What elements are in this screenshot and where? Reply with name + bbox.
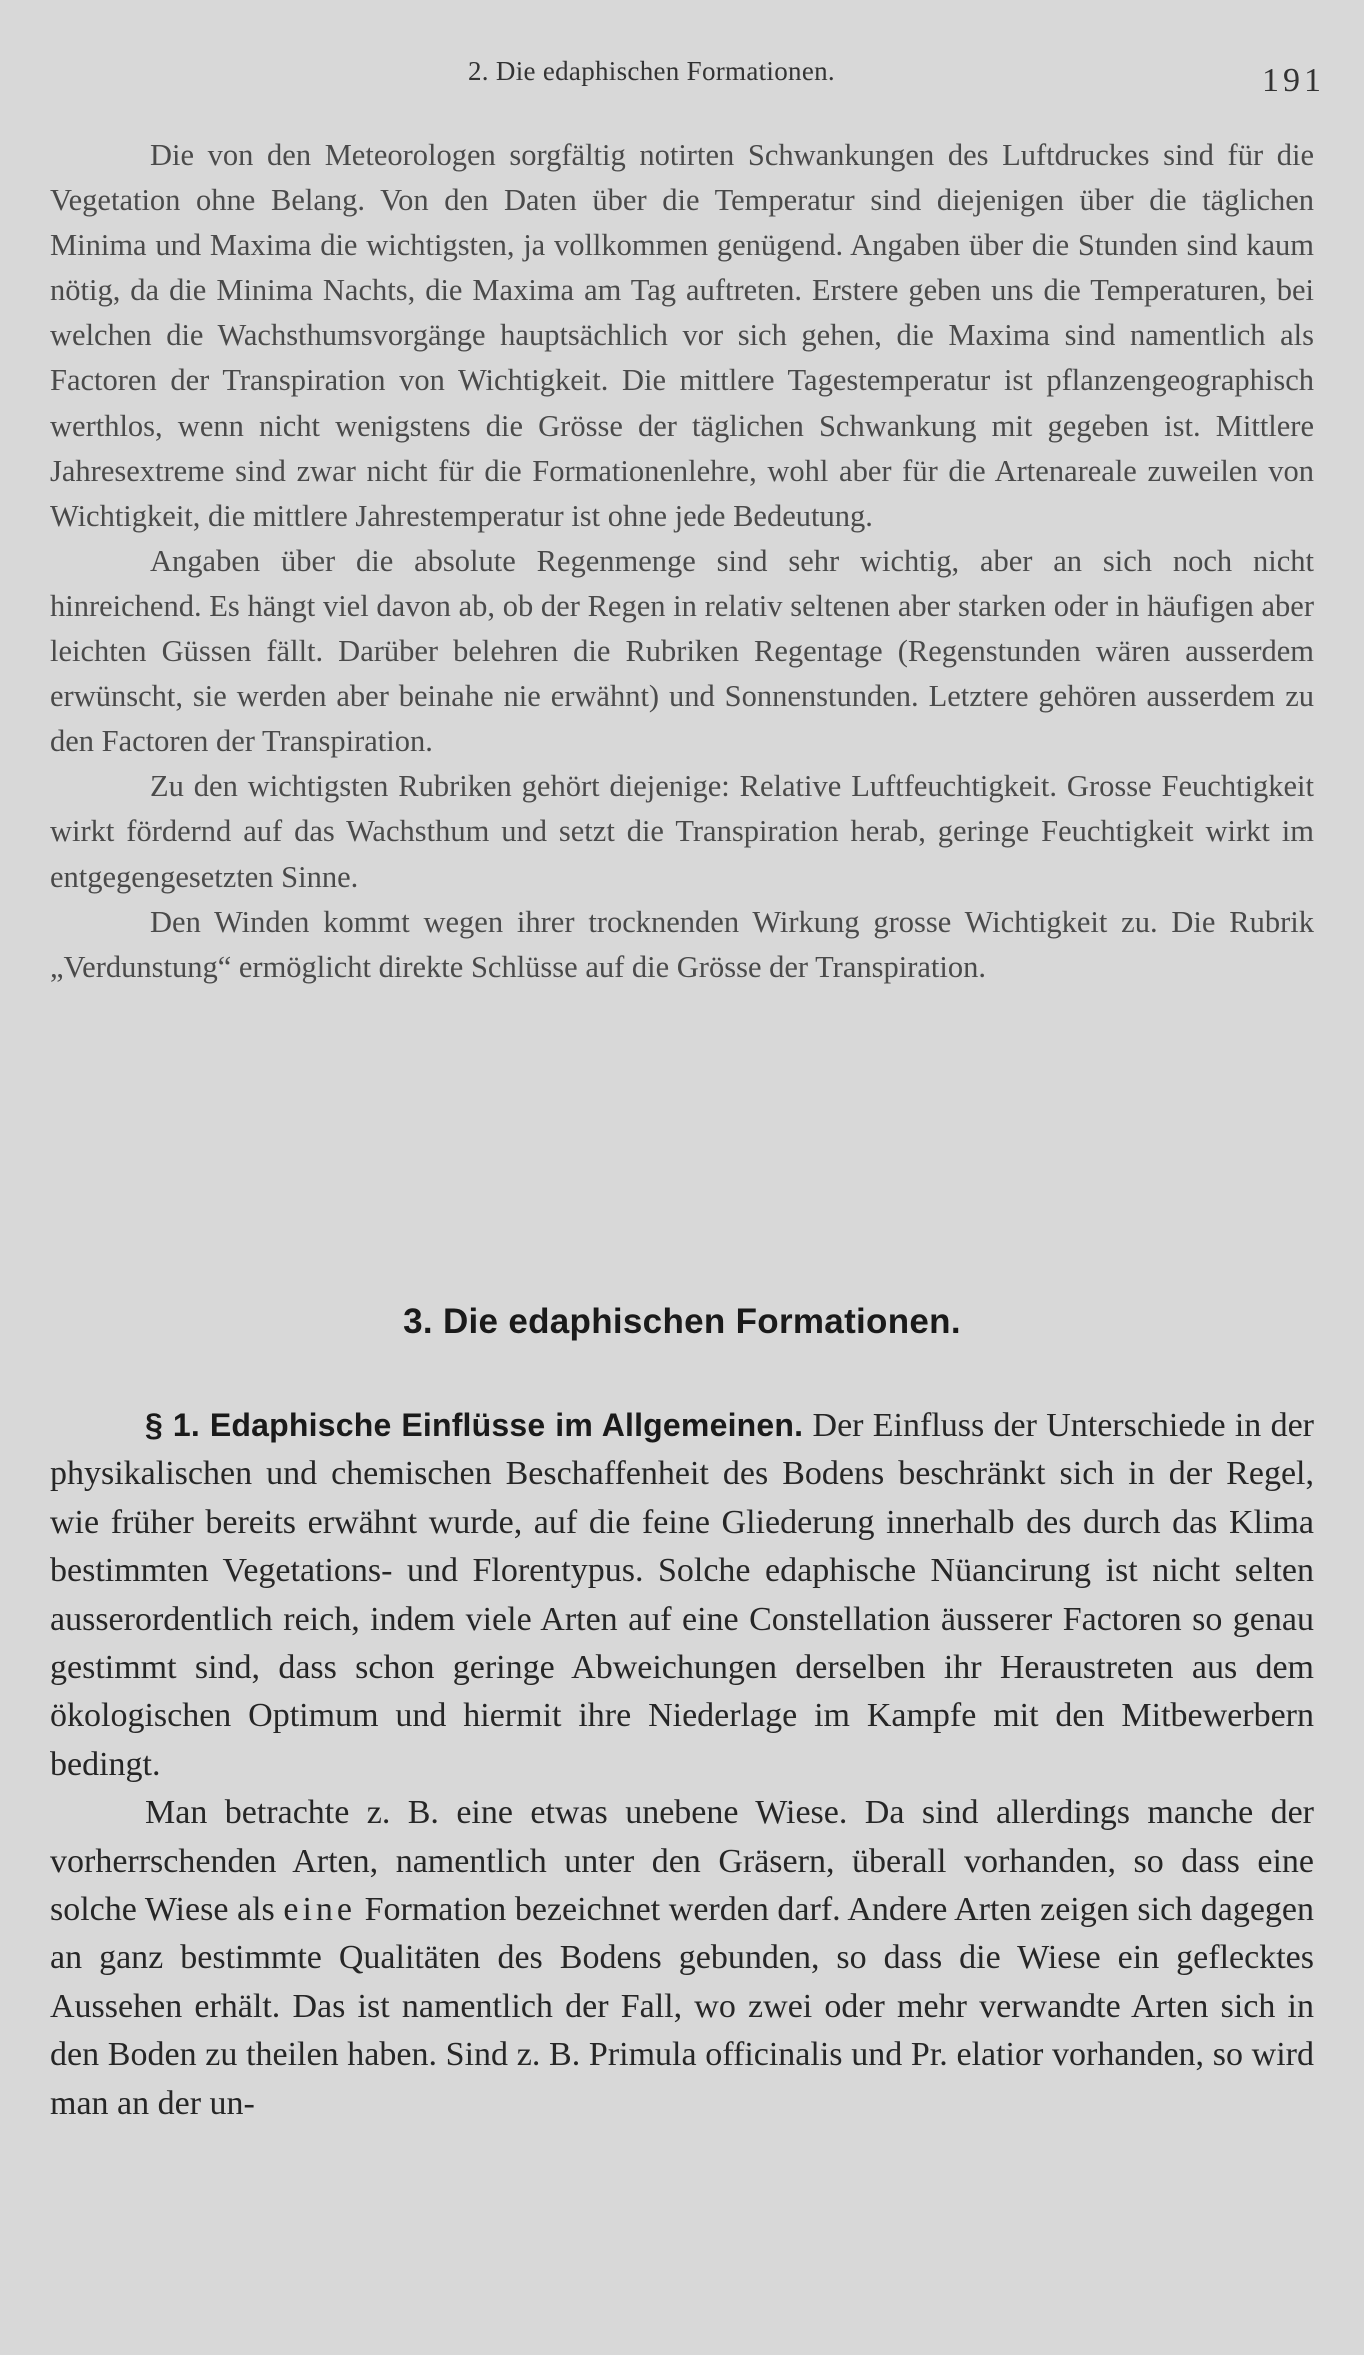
- paragraph-humidity: Zu den wichtigsten Rubriken gehört diejenige: Relative Luftfeuchtigkeit. Grosse Feuchtigkeit wirkt fördernd auf das Wachsthum und setzt die Transpiration herab, geringe Feuchtigkeit wirkt im entgegengesetzten Sinne.: [50, 769, 1314, 894]
- paragraph-rainfall: Angaben über die absolute Regenmenge sind sehr wichtig, aber an sich noch nicht hinreichend. Es hängt viel davon ab, ob der Regen in relativ seltenen aber starken oder in häufigen aber leichten Güssen fällt. Darüber belehren die Rubriken Regentage (Regenstunden wären ausserdem erwünscht, sie werden aber beinahe nie erwähnt) und Sonnenstunden. Letztere gehören ausserdem zu den Factoren der Transpiration.: [50, 543, 1314, 759]
- paragraph-text: Der Einfluss der Unterschiede in der physikalischen und chemischen Beschaffenheit des Bodens beschränkt sich in der Regel, wie früher bereits erwähnt wurde, auf die feine Gliederung innerhalb des durch das Klima bestimmten Vegetations- und Florentypus. Solche edaphische Nüancirung ist nicht selten ausserordentlich reich, indem viele Arten auf eine Constellation äusserer Factoren so genau gestimmt sind, dass schon geringe Abweichungen derselben ihr Heraustreten aus dem ökologischen Optimum und hiermit ihre Niederlage im Kampfe mit den Mitbewerbern bedingt.: [50, 1407, 1314, 1783]
- climate-factors-text: [50, 133, 1314, 990]
- paragraph-text-start: Man betrachte z. B. eine etwas unebene Wiese. Da sind allerdings manche der vorherrschenden Arten, namentlich unter den Gräsern, überall vorhanden, so dass eine solche Wiese als: [50, 1794, 1314, 1929]
- emphasized-word: eine: [283, 1891, 356, 1929]
- running-title: 2. Die edaphischen Formationen.: [468, 56, 835, 86]
- section-body: [50, 1401, 1314, 2128]
- section-heading: 3. Die edaphischen Formationen.: [403, 1302, 961, 1341]
- paragraph-air-pressure-temperature: Die von den Meteorologen sorgfältig notirten Schwankungen des Luftdruckes sind für die Vegetation ohne Belang. Von den Daten über die Temperatur sind diejenigen über die täglichen Minima und Maxima die wichtigsten, ja vollkommen genügend. Angaben über die Stunden sind kaum nötig, da die Minima Nachts, die Maxima am Tag auftreten. Erstere geben uns die Temperaturen, bei welchen die Wachsthumsvorgänge hauptsächlich vor sich gehen, die Maxima sind namentlich als Factoren der Transpiration von Wichtigkeit. Die mittlere Tagestemperatur ist pflanzengeographisch werthlos, wenn nicht wenigstens die Grösse der täglichen Schwankung mit gegeben ist. Mittlere Jahresextreme sind zwar nicht für die Formationenlehre, wohl aber für die Artenareale zuweilen von Wichtigkeit, die mittlere Jahrestemperatur ist ohne jede Bedeutung.: [50, 138, 1314, 533]
- paragraph-edaphic-influences: [50, 1401, 1314, 1789]
- paragraph-heading: [145, 1407, 803, 1443]
- running-head: [0, 50, 1364, 100]
- paragraph-text-end: Formation bezeichnet werden darf. Andere Arten zeigen sich dagegen an ganz bestimmte Qualitäten des Bodens gebunden, so dass die Wiese ein geflecktes Aussehen erhält. Das ist namentlich der Fall, wo zwei oder mehr verwandte Arten sich in den Boden zu theilen haben. Sind z. B. Primula officinalis und Pr. elatior vorhanden, so wird man an der un-: [50, 1891, 1315, 2122]
- paragraph-heading-title: Edaphische Einflüsse im Allgemeinen.: [209, 1407, 804, 1443]
- paragraph-meadow-example: [50, 1789, 1314, 2128]
- page-number: 191: [1262, 62, 1325, 99]
- paragraph-winds: Den Winden kommt wegen ihrer trocknenden Wirkung grosse Wichtigkeit zu. Die Rubrik „Verdunstung“ ermöglicht direkte Schlüsse auf die Grösse der Transpiration.: [50, 904, 1314, 984]
- section-sign: § 1.: [145, 1407, 200, 1443]
